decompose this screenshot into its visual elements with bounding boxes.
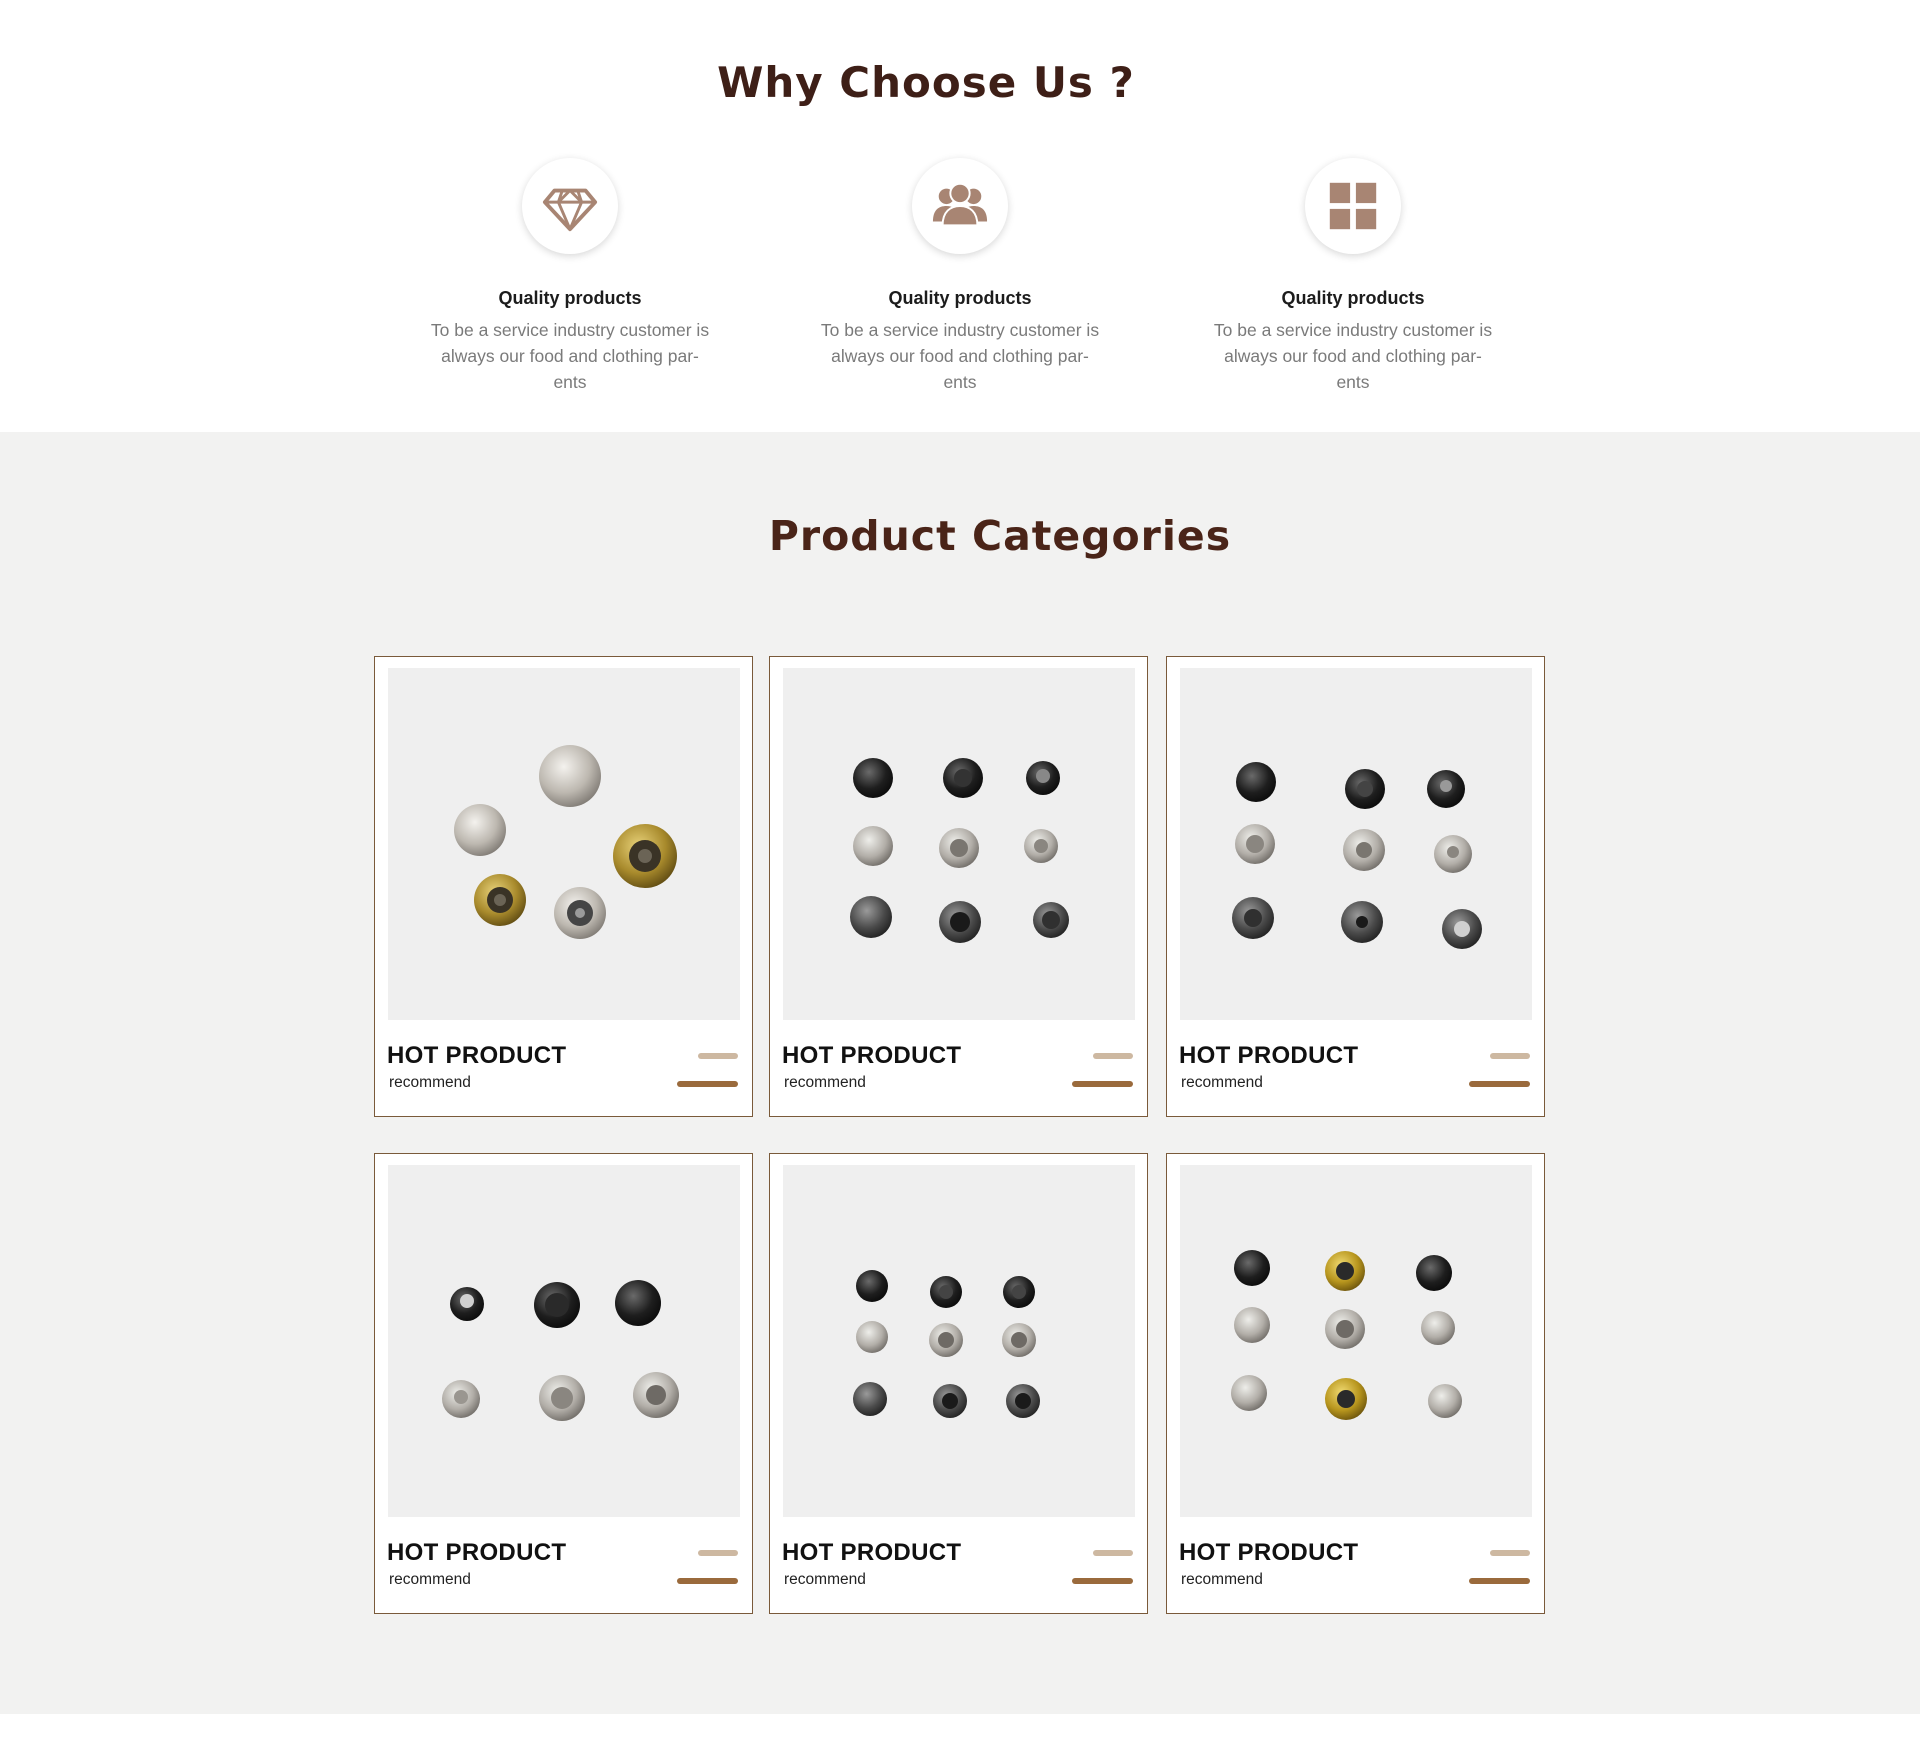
card-title: HOT PRODUCT [1179, 1539, 1359, 1566]
why-choose-us-section [0, 0, 1920, 432]
snap-buttons-image [783, 1165, 1135, 1517]
card-subtitle: recommend [784, 1571, 866, 1588]
snap-buttons-image [1180, 1165, 1532, 1517]
diamond-icon [541, 177, 599, 235]
feature-description: To be a service industry customer is always our food and clothing par- ents [1213, 320, 1493, 392]
decorative-bar-short [698, 1053, 738, 1059]
feature-item [1203, 158, 1503, 395]
feature-title: Quality products [1281, 288, 1425, 308]
feature-title: Quality products [888, 288, 1032, 308]
decorative-bar-long [1072, 1578, 1133, 1584]
card-subtitle: recommend [1181, 1074, 1263, 1091]
snap-buttons-image [388, 668, 740, 1020]
product-categories-section [0, 432, 1920, 1714]
snap-buttons-image [783, 668, 1135, 1020]
decorative-bar-long [1469, 1081, 1530, 1087]
why-choose-us-title: Why Choose Us ? [717, 58, 1135, 107]
card-title: HOT PRODUCT [387, 1042, 567, 1069]
product-image[interactable] [783, 1165, 1135, 1517]
decorative-bar-long [677, 1578, 738, 1584]
card-subtitle: recommend [389, 1074, 471, 1091]
feature-item [810, 158, 1110, 395]
grid-icon [1324, 177, 1382, 235]
feature-icon-circle [1305, 158, 1401, 254]
feature-description: To be a service industry customer is always our food and clothing par- ents [820, 320, 1100, 392]
card-subtitle: recommend [1181, 1571, 1263, 1588]
feature-icon-circle [912, 158, 1008, 254]
product-card[interactable] [374, 1153, 753, 1614]
product-card[interactable] [1166, 1153, 1545, 1614]
card-title: HOT PRODUCT [782, 1042, 962, 1069]
card-title: HOT PRODUCT [387, 1539, 567, 1566]
feature-title: Quality products [498, 288, 642, 308]
decorative-bar-long [1072, 1081, 1133, 1087]
product-card[interactable] [769, 656, 1148, 1117]
product-card[interactable] [1166, 656, 1545, 1117]
feature-icon-circle [522, 158, 618, 254]
product-image[interactable] [388, 1165, 740, 1517]
decorative-bar-long [677, 1081, 738, 1087]
page-bottom-spacer [0, 1714, 1920, 1754]
product-image[interactable] [783, 668, 1135, 1020]
decorative-bar-short [1093, 1550, 1133, 1556]
snap-buttons-image [1180, 668, 1532, 1020]
product-card[interactable] [769, 1153, 1148, 1614]
snap-buttons-image [388, 1165, 740, 1517]
card-title: HOT PRODUCT [782, 1539, 962, 1566]
card-subtitle: recommend [784, 1074, 866, 1091]
product-card[interactable] [374, 656, 753, 1117]
product-image[interactable] [388, 668, 740, 1020]
product-image[interactable] [1180, 668, 1532, 1020]
team-icon [931, 177, 989, 235]
feature-item [420, 158, 720, 395]
product-categories-title: Product Categories [768, 512, 1232, 560]
decorative-bar-short [1490, 1053, 1530, 1059]
card-subtitle: recommend [389, 1571, 471, 1588]
decorative-bar-long [1469, 1578, 1530, 1584]
card-title: HOT PRODUCT [1179, 1042, 1359, 1069]
product-image[interactable] [1180, 1165, 1532, 1517]
decorative-bar-short [698, 1550, 738, 1556]
feature-description: To be a service industry customer is always our food and clothing par- ents [430, 320, 710, 392]
decorative-bar-short [1093, 1053, 1133, 1059]
decorative-bar-short [1490, 1550, 1530, 1556]
